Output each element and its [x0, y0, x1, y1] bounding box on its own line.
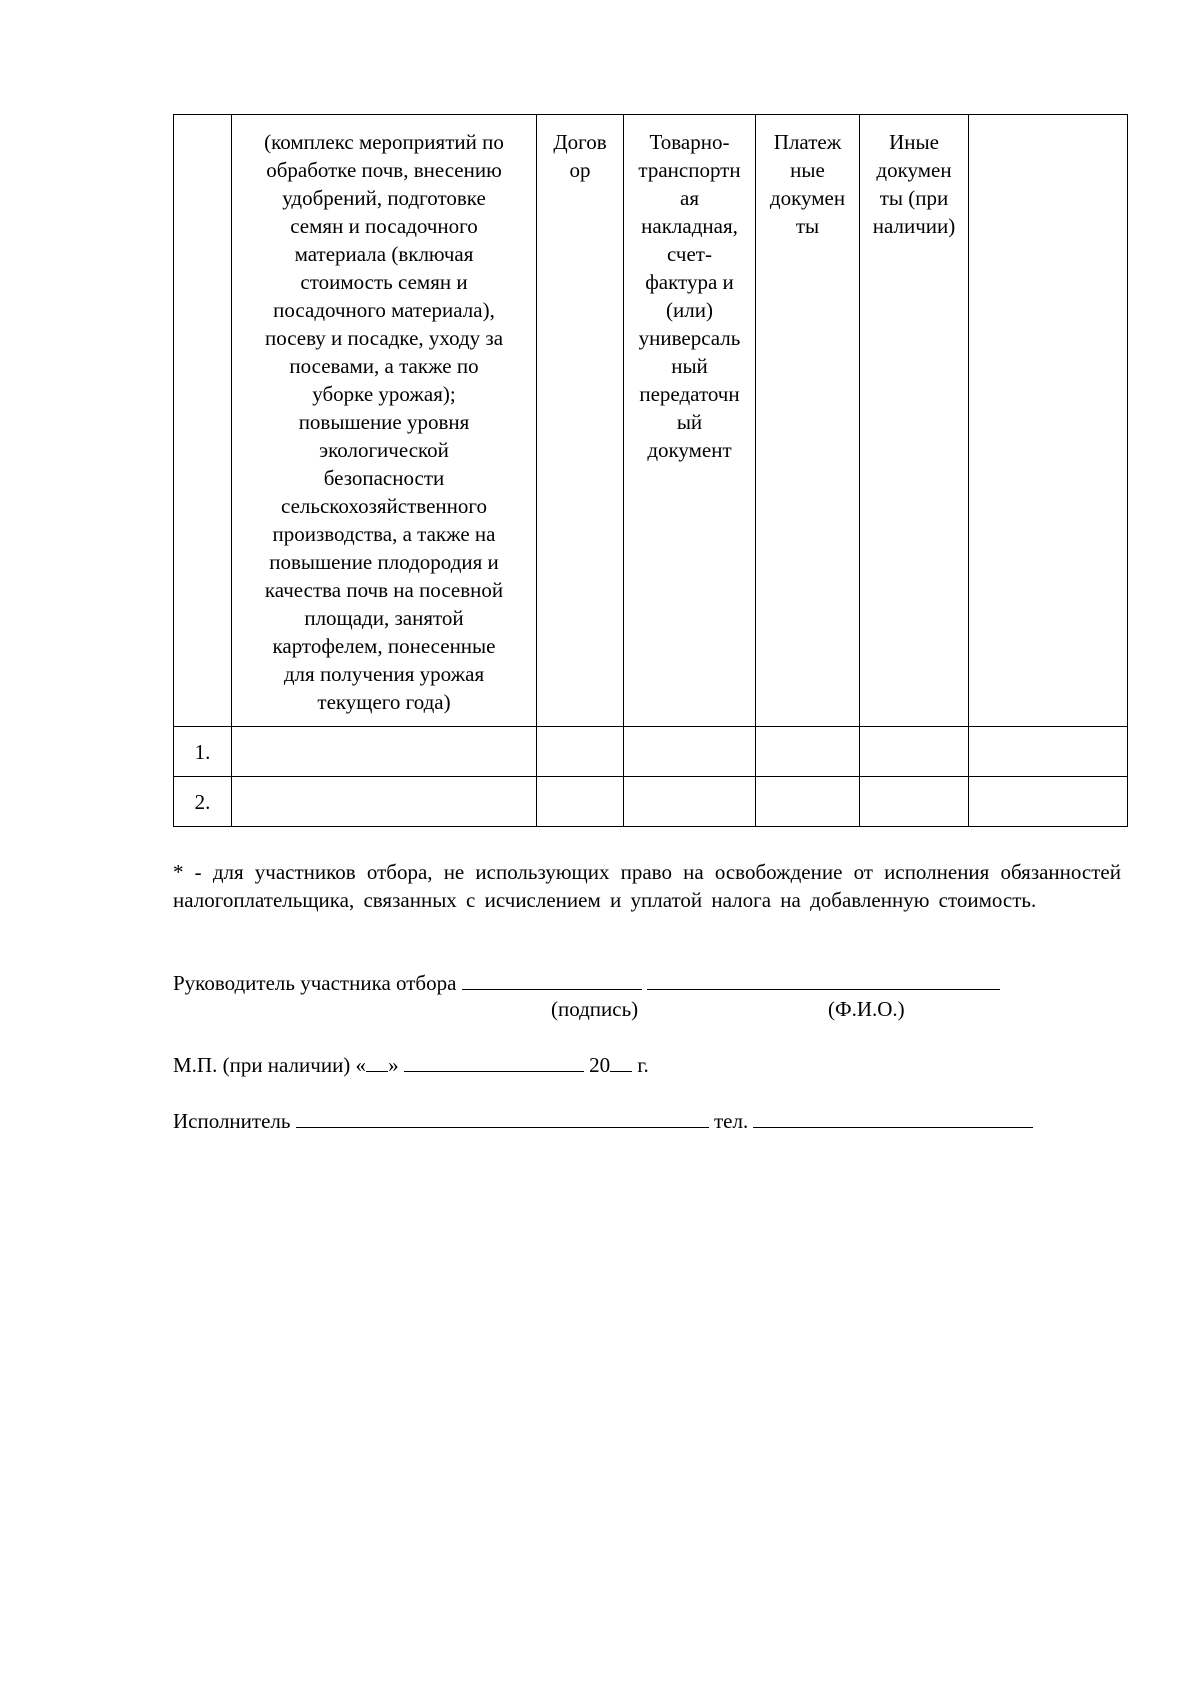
documents-table: [173, 114, 1128, 827]
signature-blank[interactable]: [462, 967, 642, 990]
signature-line: [173, 967, 1133, 997]
table-header-row: [174, 115, 1128, 727]
header-cell-payment-documents: Платеж ные докумен ты: [756, 115, 860, 727]
month-blank[interactable]: [404, 1049, 584, 1072]
table-cell[interactable]: [756, 777, 860, 827]
executor-line: [173, 1105, 1133, 1135]
name-caption: (Ф.И.О.): [828, 997, 905, 1021]
header-cell-other-documents: Иные докумен ты (при наличии): [860, 115, 969, 727]
table-row: [174, 777, 1128, 827]
phone-blank[interactable]: [753, 1105, 1033, 1128]
table-cell[interactable]: [969, 727, 1128, 777]
table-cell[interactable]: [860, 777, 969, 827]
table-cell[interactable]: [860, 727, 969, 777]
header-cell-contract: Догов ор: [537, 115, 624, 727]
executor-label: Исполнитель: [173, 1109, 291, 1133]
signature-caption: (подпись): [551, 997, 639, 1021]
year-suffix: г.: [637, 1053, 649, 1077]
executor-blank[interactable]: [296, 1105, 709, 1128]
table-cell[interactable]: [756, 727, 860, 777]
signature-label: Руководитель участника отбора: [173, 971, 457, 995]
year-blank[interactable]: [610, 1049, 632, 1072]
table-cell[interactable]: [232, 727, 537, 777]
phone-label: тел.: [713, 1109, 749, 1133]
quote-close: »: [388, 1053, 399, 1077]
stamp-date-line: [173, 1049, 1133, 1079]
year-prefix: 20: [589, 1053, 611, 1077]
row-number: 1.: [174, 727, 232, 777]
name-blank[interactable]: [647, 967, 1000, 990]
table-cell[interactable]: [969, 777, 1128, 827]
table-cell[interactable]: [537, 777, 624, 827]
table-row: [174, 727, 1128, 777]
header-cell-empty: [969, 115, 1128, 727]
table-cell[interactable]: [624, 727, 756, 777]
table-cell[interactable]: [624, 777, 756, 827]
footnote-vat: * - для участников отбора, не использующих право на освобождение от исполнения обязанностей налогоплательщика, связанных с исчислением и уплатой налога на добавленную стоимость.: [173, 860, 1121, 912]
table-cell[interactable]: [232, 777, 537, 827]
header-cell-expenses-description: (комплекс мероприятий по обработке почв, внесению удобрений, подготовке семян и посадочного материала (включая стоимость семян и посадочного материала), посеву и посадке, уходу за посевами, а также по уборке урожая); повышение уровня экологической безопасности сельскохозяйственного производства, а также на повышение плодородия и качества почв на посевной площади, занятой картофелем, понесенные для получения урожая текущего года): [232, 115, 537, 727]
day-blank[interactable]: [366, 1049, 388, 1072]
row-number: 2.: [174, 777, 232, 827]
header-cell-number: [174, 115, 232, 727]
header-cell-waybill-invoice: Товарно- транспортн ая накладная, счет- фактура и (или) универсаль ный передаточн ый документ: [624, 115, 756, 727]
table-cell[interactable]: [537, 727, 624, 777]
stamp-label: М.П. (при наличии) «: [173, 1053, 367, 1077]
